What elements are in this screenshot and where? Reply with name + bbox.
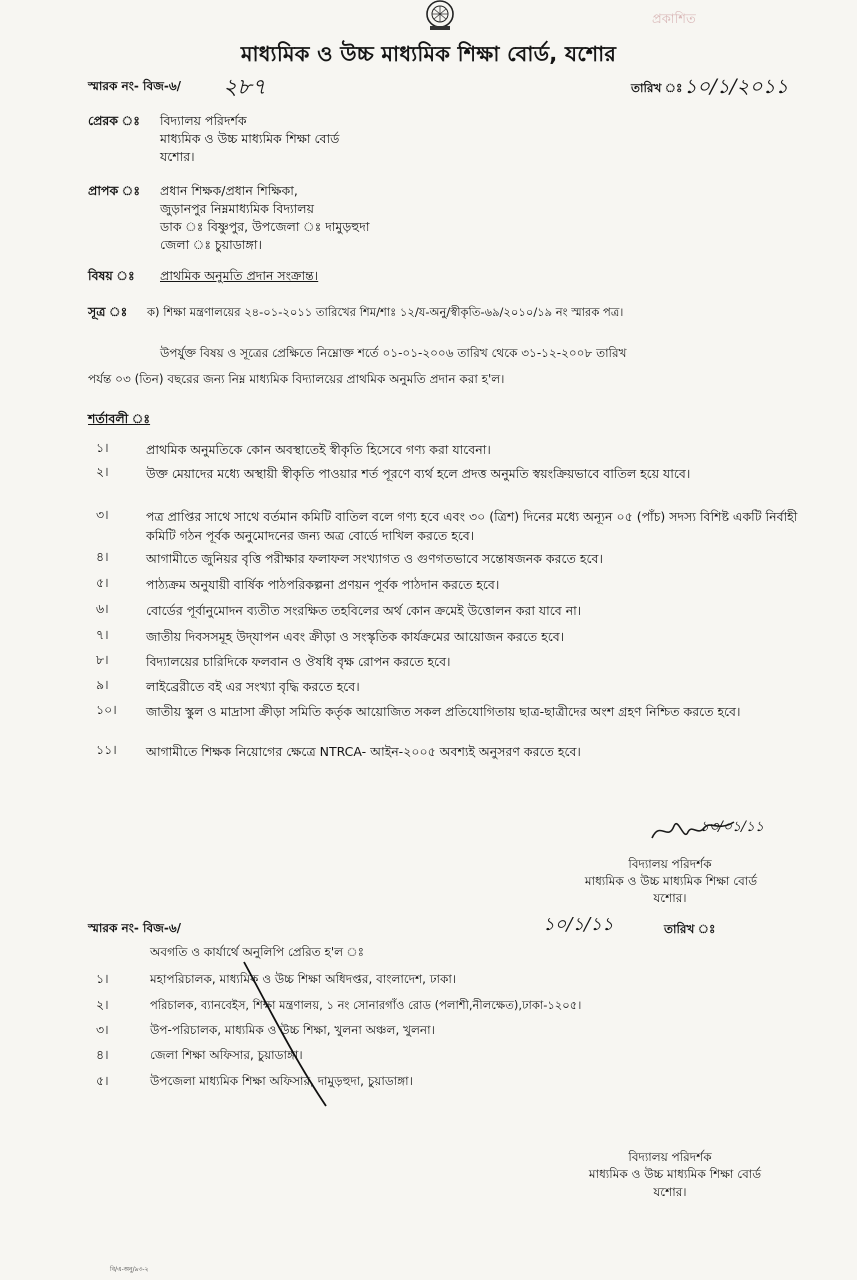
condition-number: ১।	[96, 440, 109, 455]
signature2-line-1: বিদ্যালয় পরিদর্শক	[628, 1150, 712, 1164]
condition-number: ২।	[96, 464, 109, 479]
copy-text: জেলা শিক্ষা অফিসার, চুয়াডাঙ্গা।	[150, 1048, 303, 1062]
condition-number: ৭।	[96, 627, 109, 642]
condition-text: উক্ত মেয়াদের মধ্যে অস্থায়ী স্বীকৃতি পাওয়ার শর্ত পূরণে ব্যর্থ হলে প্রদত্ত অনুমতি স্বয়ংক্রিয়ভাবে বাতিল হয়ে যাবে।	[146, 466, 691, 481]
copy-heading: অবগতি ও কার্যার্থে অনুলিপি প্রেরিত হ'ল ঃ	[150, 945, 365, 959]
bottom-tiny-code: বি/এ-অনু/৯৩-২	[110, 1266, 149, 1273]
condition-text: বিদ্যালয়ের চারিদিকে ফলবান ও ঔষধি বৃক্ষ রোপন করতে হবে।	[146, 654, 451, 669]
footer-date-label: তারিখ ঃ	[664, 922, 716, 936]
footer-date-handwritten: ১০/১/১১	[543, 914, 614, 935]
signature2-line-2: মাধ্যমিক ও উচ্চ মাধ্যমিক শিক্ষা বোর্ড	[588, 1167, 762, 1181]
footer-memo-label: স্মারক নং- বিজ-৬/	[88, 921, 182, 935]
copy-text: মহাপরিচালক, মাধ্যমিক ও উচ্চ শিক্ষা অধিদপ্তর, বাংলাদেশ, ঢাকা।	[150, 972, 457, 986]
copy-number: ৩।	[96, 1022, 109, 1037]
condition-text: প্রাথমিক অনুমতিকে কোন অবস্থাতেই স্বীকৃতি হিসেবে গণ্য করা যাবেনা।	[146, 442, 491, 457]
conditions-heading: শর্তাবলী ঃ	[88, 411, 151, 426]
condition-number: ৪।	[96, 549, 109, 564]
copy-number: ৫।	[96, 1073, 109, 1088]
condition-number: ১১।	[96, 742, 117, 757]
signature2-line-3: যশোর।	[653, 1185, 687, 1199]
condition-text: বোর্ডের পূর্বানুমোদন ব্যতীত সংরক্ষিত তহবিলের অর্থ কোন ক্রমেই উত্তোলন করা যাবে না।	[146, 603, 582, 618]
memo-number-handwritten: ২৮৭	[223, 75, 266, 100]
condition-text: জাতীয় স্কুল ও মাদ্রাসা ক্রীড়া সমিতি কর্তৃক আয়োজিত সকল প্রতিযোগিতায় ছাত্র-ছাত্রীদের অংশ গ্রহণ নিশ্চিত করতে হবে।	[146, 704, 741, 719]
copy-text: উপজেলা মাধ্যমিক শিক্ষা অফিসার, দামুড়হুদা, চুয়াডাঙ্গা।	[150, 1074, 413, 1088]
signature1-line-2: মাধ্যমিক ও উচ্চ মাধ্যমিক শিক্ষা বোর্ড	[584, 874, 758, 888]
reference-text: ক) শিক্ষা মন্ত্রণালয়ের ২৪-০১-২০১১ তারিখের শিম/শাঃ ১২/য-অনু/স্বীকৃতি-৬৯/২০১০/১৯ নং স্মারক পত্র।	[147, 305, 624, 319]
subject-label: বিষয় ঃ	[88, 268, 135, 283]
signature1-line-3: যশোর।	[653, 891, 687, 905]
sender-line-2: মাধ্যমিক ও উচ্চ মাধ্যমিক শিক্ষা বোর্ড	[160, 131, 340, 146]
recipient-line-3: ডাক ঃ বিষ্ণুপুর, উপজেলা ঃ দামুড়হুদা	[160, 219, 370, 234]
copy-number: ২।	[96, 997, 109, 1012]
recipient-line-4: জেলা ঃ চুয়াডাঙ্গা।	[160, 237, 262, 252]
recipient-label: প্রাপক ঃ	[88, 183, 141, 198]
body-line-1: উপর্যুক্ত বিষয় ও সূত্রের প্রেক্ষিতে নিম্নোক্ত শর্তে ০১-০১-২০০৬ তারিখ থেকে ৩১-১২-২০০৮ তারিখ	[160, 346, 627, 360]
memo-label: স্মারক নং- বিজ-৬/	[88, 79, 182, 93]
sender-line-3: যশোর।	[160, 149, 195, 164]
body-line-2: পর্যন্ত ০৩ (তিন) বছরের জন্য নিম্ন মাধ্যমিক বিদ্যালয়ের প্রাথমিক অনুমতি প্রদান করা হ'ল।	[88, 372, 505, 386]
pen-strike-line	[240, 960, 330, 1110]
sender-line-1: বিদ্যালয় পরিদর্শক	[160, 113, 247, 128]
recipient-line-1: প্রধান শিক্ষক/প্রধান শিক্ষিকা,	[160, 183, 298, 198]
condition-text: পত্র প্রাপ্তির সাথে সাথে বর্তমান কমিটি বাতিল বলে গণ্য হবে এবং ৩০ (ত্রিশ) দিনের মধ্যে অন্যূন ০৫ (পাঁচ) সদস্য বিশিষ্ট একটি নির্বাহী কমিটি গঠন পূর্বক অনুমোদনের জন্য অত্র বোর্ডে দাখিল করতে হবে।	[146, 509, 798, 543]
condition-number: ৬।	[96, 601, 109, 616]
condition-text: পাঠ্যক্রম অনুযায়ী বার্ষিক পাঠপরিকল্পনা প্রণয়ন পূর্বক পাঠদান করতে হবে।	[146, 577, 500, 592]
copy-number: ১।	[96, 971, 109, 986]
condition-text: আগামীতে শিক্ষক নিয়োগের ক্ষেত্রে NTRCA- আইন-২০০৫ অবশ্যই অনুসরণ করতে হবে।	[146, 744, 581, 759]
signature-date-handwritten: ১৩/০১/১১	[700, 819, 764, 835]
copy-text: উপ-পরিচালক, মাধ্যমিক ও উচ্চ শিক্ষা, খুলনা অঞ্চল, খুলনা।	[150, 1023, 435, 1037]
copy-number: ৪।	[96, 1047, 109, 1062]
condition-text: জাতীয় দিবসসমূহ উদ্‌যাপন এবং ক্রীড়া ও সংস্কৃতিক কার্যক্রমের আয়োজন করতে হবে।	[146, 629, 565, 644]
condition-text: লাইব্রেরীতে বই এর সংখ্যা বৃদ্ধি করতে হবে।	[146, 679, 360, 694]
copy-text: পরিচালক, ব্যানবেইস, শিক্ষা মন্ত্রণালয়, ১ নং সোনারগাঁও রোড (পলাশী,নীলক্ষেত),ঢাকা-১২০৫।	[150, 998, 582, 1012]
board-title: মাধ্যমিক ও উচ্চ মাধ্যমিক শিক্ষা বোর্ড, যশোর	[240, 42, 617, 66]
date-handwritten: ১০/১/২০১১	[684, 74, 789, 98]
subject-text: প্রাথমিক অনুমতি প্রদান সংক্রান্ত।	[160, 268, 319, 283]
sender-label: প্রেরক ঃ	[88, 113, 140, 128]
condition-text: আগামীতে জুনিয়র বৃত্তি পরীক্ষার ফলাফল সংখ্যাগত ও গুণগতভাবে সন্তোষজনক করতে হবে।	[146, 551, 603, 566]
board-emblem-icon	[421, 0, 459, 32]
watermark-stamp: প্রকাশিত	[652, 12, 696, 27]
condition-number: ৮।	[96, 652, 109, 667]
condition-number: ৫।	[96, 575, 109, 590]
condition-number: ৯।	[96, 677, 109, 692]
condition-number: ১০।	[96, 702, 117, 717]
date-label: তারিখ ঃ	[631, 81, 683, 95]
reference-label: সূত্র ঃ	[88, 304, 128, 319]
condition-number: ৩।	[96, 507, 109, 522]
signature1-line-1: বিদ্যালয় পরিদর্শক	[628, 857, 712, 871]
recipient-line-2: জুড়ানপুর নিম্নমাধ্যমিক বিদ্যালয়	[160, 201, 314, 216]
